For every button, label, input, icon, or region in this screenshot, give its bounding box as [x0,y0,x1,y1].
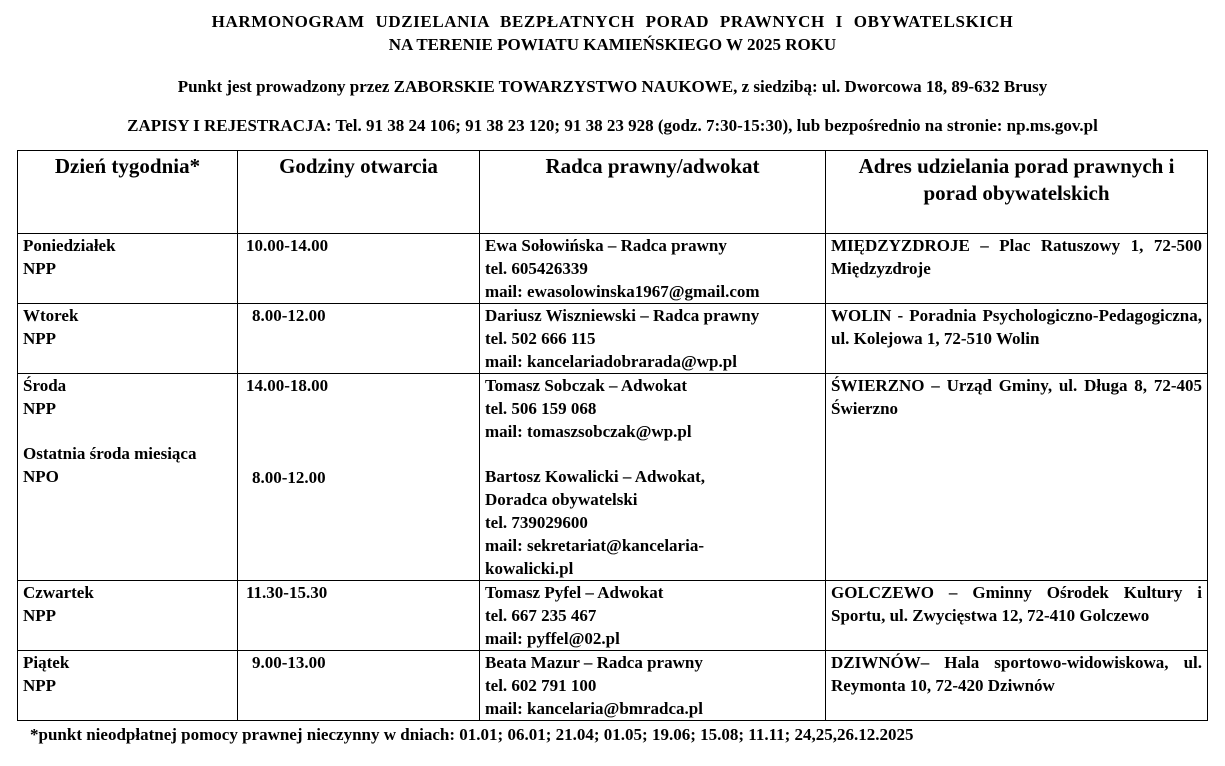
column-header-address: Adres udzielania porad prawnych i porad obywatelskich [826,151,1208,234]
hours-cell: 10.00-14.00 [238,234,480,304]
table-row [18,581,1208,651]
day-cell [18,374,238,581]
address-cell: DZIWNÓW– Hala sportowo-widowiskowa, ul. Reymonta 10, 72-420 Dziwnów [826,651,1208,721]
lawyer-cell [480,374,826,581]
day-label: Wtorek [23,306,79,325]
lawyer-email-continued: kowalicki.pl [485,559,574,578]
hours-cell [238,374,480,581]
lawyer-cell [480,304,826,374]
lawyer-name: Bartosz Kowalicki – Adwokat, [485,467,706,486]
registration-info: ZAPISY I REJESTRACJA: Tel. 91 38 24 106; 91 38 23 120; 91 38 23 928 (godz. 7:30-15:30), lub bezpośrednio na stronie: np.ms.gov.pl [127,116,1098,135]
table-row [18,304,1208,374]
table-row [18,651,1208,721]
column-header-hours: Godziny otwarcia [238,151,480,234]
hours-value: 8.00-12.00 [252,468,326,487]
lawyer-email: mail: ewasolowinska1967@gmail.com [485,282,760,301]
spacer [246,397,474,466]
address-cell: MIĘDZYZDROJE – Plac Ratuszowy 1, 72-500 Międzyzdroje [826,234,1208,304]
lawyer-email: mail: tomaszsobczak@wp.pl [485,422,692,441]
lawyer-cell [480,234,826,304]
hours-value: 14.00-18.00 [246,376,329,395]
day-cell [18,581,238,651]
lawyer-name: Tomasz Sobczak – Adwokat [485,376,687,395]
lawyer-name: Tomasz Pyfel – Adwokat [485,583,664,602]
table-row [18,234,1208,304]
lawyer-name: Ewa Sołowińska – Radca prawny [485,236,727,255]
lawyer-phone: tel. 506 159 068 [485,399,597,418]
day-label: Poniedziałek [23,236,116,255]
lawyer-email: mail: pyffel@02.pl [485,629,620,648]
lawyer-phone: tel. 502 666 115 [485,329,596,348]
address-cell: GOLCZEWO – Gminny Ośrodek Kultury i Sportu, ul. Zwycięstwa 12, 72-410 Golczewo [826,581,1208,651]
address-cell: ŚWIERZNO – Urząd Gminy, ul. Długa 8, 72-405 Świerzno [826,374,1208,581]
service-type: NPP [23,259,57,278]
lawyer-cell [480,581,826,651]
day-cell [18,234,238,304]
day-cell [18,304,238,374]
lawyer-phone: tel. 667 235 467 [485,606,597,625]
document-title-line-1: HARMONOGRAM UDZIELANIA BEZPŁATNYCH PORAD PRAWNYCH I OBYWATELSKICH [211,12,1014,31]
lawyer-phone: tel. 739029600 [485,513,588,532]
spacer [23,420,232,442]
hours-cell: 11.30-15.30 [238,581,480,651]
lawyer-name: Dariusz Wiszniewski – Radca prawny [485,306,760,325]
hours-cell: 8.00-12.00 [238,304,480,374]
hours-cell: 9.00-13.00 [238,651,480,721]
service-type: NPP [23,606,57,625]
service-type: NPP [23,676,57,695]
lawyer-phone: tel. 602 791 100 [485,676,597,695]
column-header-lawyer: Radca prawny/adwokat [480,151,826,234]
table-row [18,374,1208,581]
lawyer-email: mail: sekretariat@kancelaria- [485,536,704,555]
lawyer-role: Doradca obywatelski [485,490,638,509]
lawyer-cell [480,651,826,721]
service-type: NPP [23,399,57,418]
lawyer-email: mail: kancelariadobrarada@wp.pl [485,352,737,371]
operator-info: Punkt jest prowadzony przez ZABORSKIE TOWARZYSTWO NAUKOWE, z siedzibą: ul. Dworcowa 18, 89-632 Brusy [177,77,1048,96]
spacer [485,443,820,465]
day-label: Środa [23,376,67,395]
footnote: *punkt nieodpłatnej pomocy prawnej nieczynny w dniach: 01.01; 06.01; 21.04; 01.05; 19.06; 15.08; 11.11; 24,25,26.12.2025 [30,725,914,744]
day-label: Piątek [23,653,70,672]
day-label: Ostatnia środa miesiąca [23,444,197,463]
document-title-line-2: NA TERENIE POWIATU KAMIEŃSKIEGO W 2025 ROKU [388,35,837,54]
service-type: NPP [23,329,57,348]
day-label: Czwartek [23,583,94,602]
lawyer-email: mail: kancelaria@bmradca.pl [485,699,703,718]
address-cell: WOLIN - Poradnia Psychologiczno-Pedagogiczna, ul. Kolejowa 1, 72-510 Wolin [826,304,1208,374]
lawyer-name: Beata Mazur – Radca prawny [485,653,703,672]
schedule-table [17,150,1208,721]
column-header-day: Dzień tygodnia* [18,151,238,234]
day-cell [18,651,238,721]
lawyer-phone: tel. 605426339 [485,259,588,278]
service-type: NPO [23,467,59,486]
table-header-row [18,151,1208,234]
